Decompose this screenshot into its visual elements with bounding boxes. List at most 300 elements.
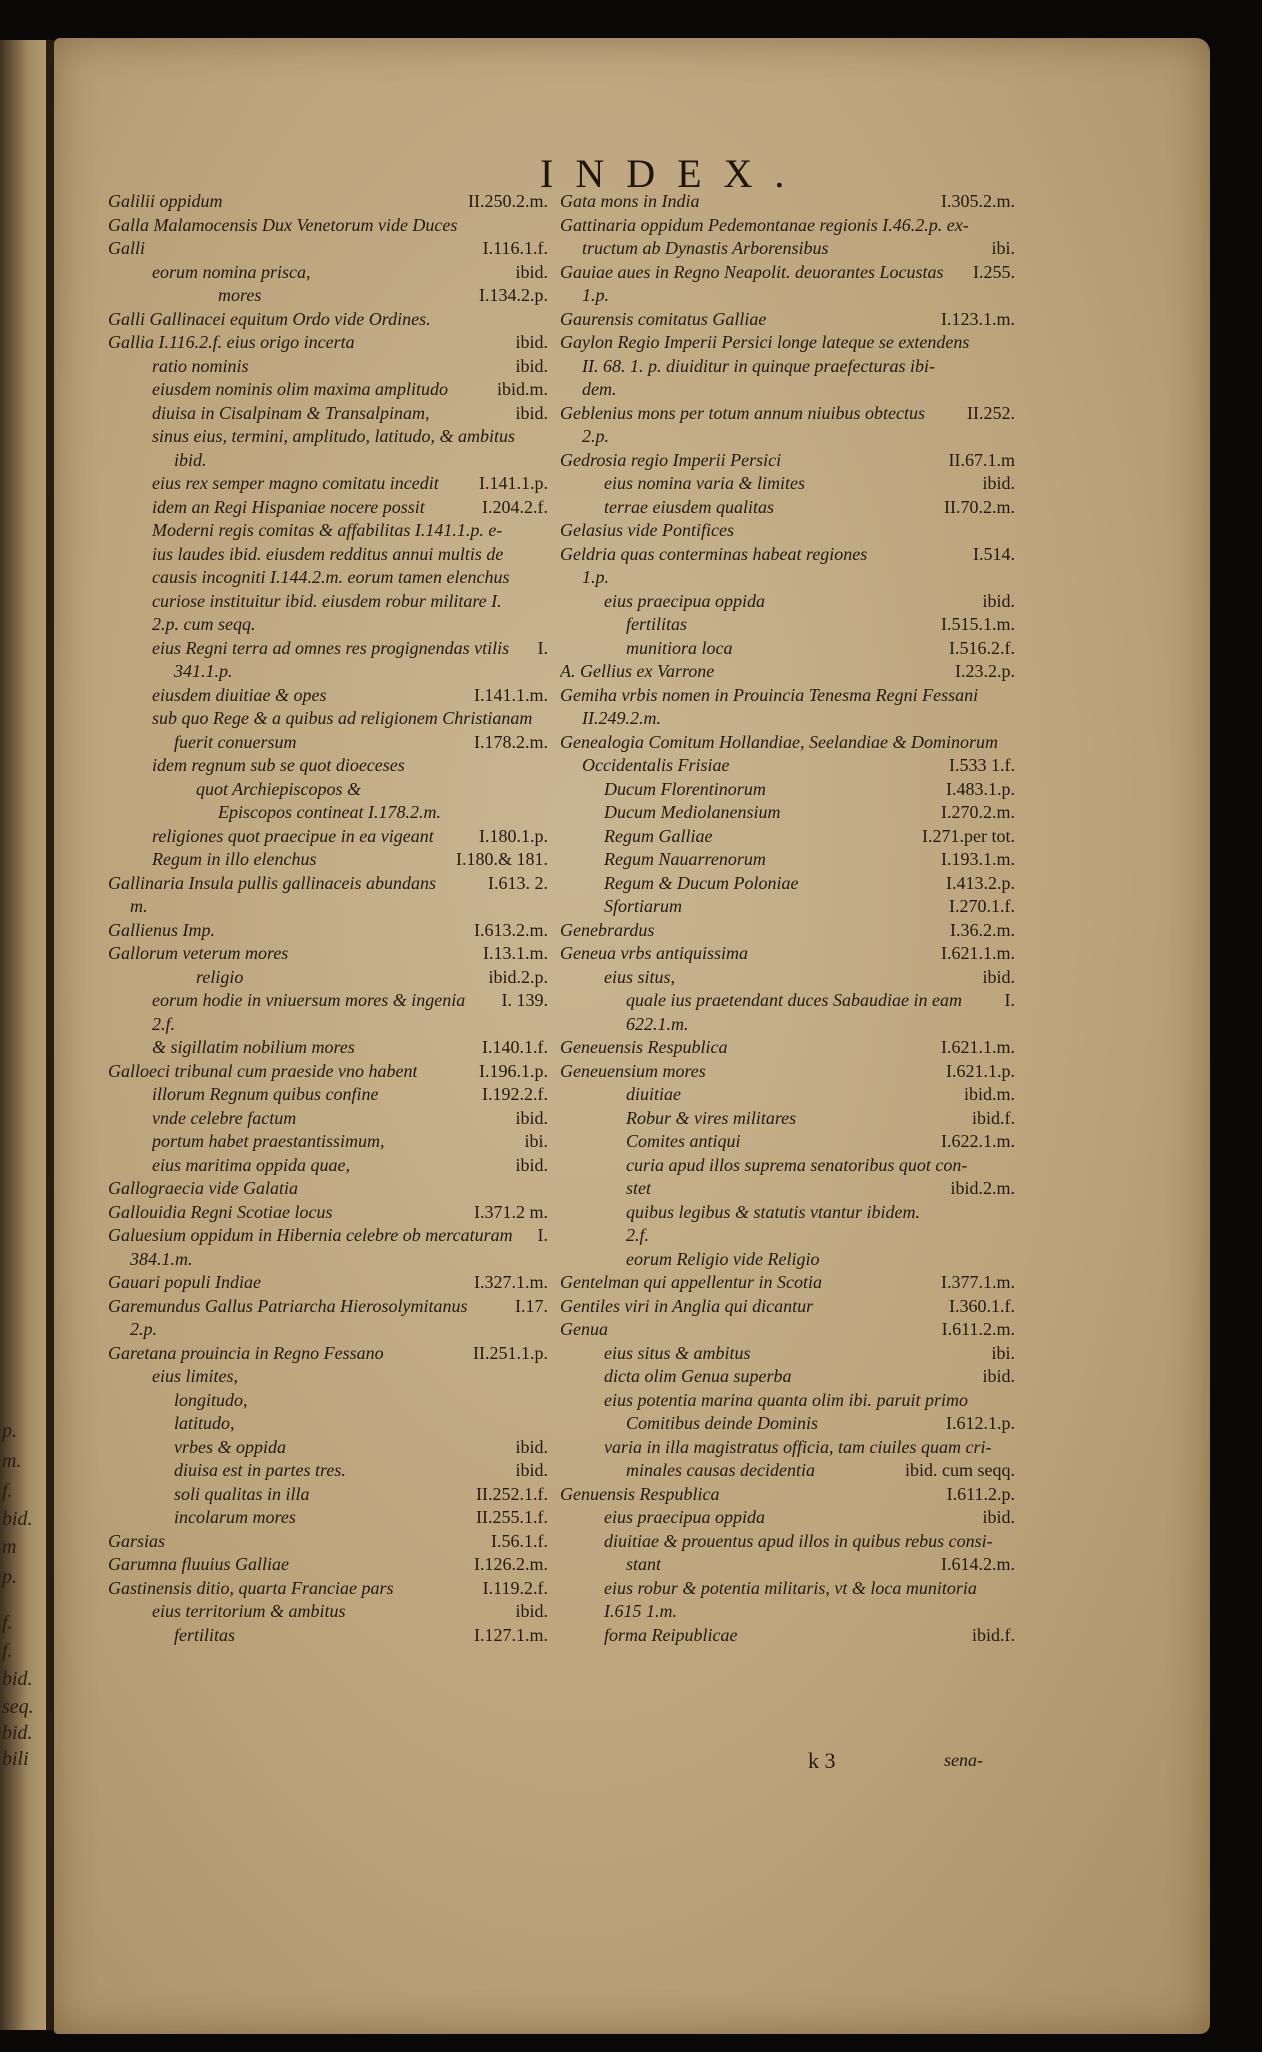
entry-term: varia in illa magistratus officia, tam ciuiles quam cri- [604, 1436, 992, 1457]
index-entry [560, 825, 1015, 849]
entry-term: eorum Religio vide Religio [626, 1248, 820, 1269]
entry-term: Regum & Ducum Poloniae [604, 872, 799, 893]
index-entry [108, 543, 548, 567]
index-entry [108, 1412, 548, 1436]
entry-term: eorum hodie in vniuersum mores & ingenia [152, 990, 466, 1010]
entry-term: Gauari populi Indiae [108, 1272, 261, 1292]
index-entry [108, 1459, 548, 1483]
index-entry [560, 1506, 1015, 1530]
entry-term: sinus eius, termini, amplitudo, latitudo, & ambitus [152, 426, 516, 446]
entry-term: Galla Malamocensis Dux Venetorum vide Duces [108, 214, 458, 235]
index-entry [560, 754, 1015, 778]
entry-term: dem. [582, 379, 617, 399]
index-entry [108, 1342, 548, 1366]
entry-term: 2.f. [152, 1013, 176, 1034]
entry-reference: I.196.1.p. [479, 1060, 548, 1081]
entry-term: 2.p. [582, 426, 609, 446]
entry-reference: ibi. [991, 238, 1015, 258]
entry-term: Gedrosia regio Imperii Persici [560, 449, 782, 470]
entry-reference: I.17. [515, 1295, 548, 1316]
entry-term: Gastinensis ditio, quarta Franciae pars [108, 1577, 394, 1598]
entry-term: quibus legibus & statutis vtantur ibidem. [626, 1201, 921, 1222]
entry-term: eius Regni terra ad omnes res progignendas vtilis [152, 637, 510, 658]
entry-term: eius nomina varia & limites [604, 473, 805, 493]
entry-reference: I. [1004, 990, 1015, 1010]
entry-reference: II.67.1.m [948, 449, 1015, 470]
index-entry [108, 684, 548, 708]
entry-term: Episcopos contineat I.178.2.m. [218, 802, 441, 822]
entry-reference: I.621.1.m. [941, 1037, 1015, 1057]
entry-term: 384.1.m. [130, 1248, 193, 1269]
index-entry [560, 1013, 1015, 1037]
index-entry [560, 284, 1015, 308]
entry-term: Sfortiarum [604, 896, 683, 916]
index-entry [560, 1624, 1015, 1648]
entry-reference: I.123.1.m. [941, 308, 1015, 329]
index-entry [560, 801, 1015, 825]
entry-term: A. Gellius ex Varrone [560, 661, 715, 681]
entry-term: Genua [560, 1319, 608, 1339]
index-entry [560, 1154, 1015, 1178]
index-entry [560, 1107, 1015, 1131]
entry-term: Moderni regis comitas & affabilitas I.141.1.p. e- [152, 520, 503, 540]
entry-term: Occidentalis Frisiae [582, 755, 730, 775]
index-entry [560, 1248, 1015, 1272]
entry-reference: ibi. [524, 1131, 548, 1151]
entry-term: religiones quot praecipue in ea vigeant [152, 825, 434, 846]
entry-reference: I.612.1.p. [946, 1413, 1015, 1433]
index-entry [560, 1436, 1015, 1460]
index-entry [560, 613, 1015, 637]
entry-term: eius rex semper magno comitatu incedit [152, 473, 439, 493]
entry-reference: I.36.2.m. [950, 919, 1015, 940]
entry-term: eius praecipua oppida [604, 590, 765, 611]
index-entry [108, 1177, 548, 1201]
index-entry [108, 754, 548, 778]
entry-reference: I.180.& 181. [456, 849, 548, 869]
entry-term: Gallograecia vide Galatia [108, 1178, 298, 1198]
entry-reference: I.270.1.f. [949, 896, 1015, 916]
index-entry [560, 895, 1015, 919]
entry-term: fertilitas [174, 1624, 236, 1645]
entry-term: Robur & vires militares [626, 1107, 797, 1128]
index-entry [108, 1130, 548, 1154]
entry-reference: I.255. [973, 261, 1015, 282]
entry-reference: I.126.2.m. [474, 1554, 548, 1574]
index-entry [560, 519, 1015, 543]
index-entry [108, 449, 548, 473]
index-entry [108, 402, 548, 426]
entry-reference: ibid.f. [972, 1624, 1015, 1645]
index-entry [108, 1107, 548, 1131]
index-entry [560, 237, 1015, 261]
index-entry [560, 1271, 1015, 1295]
entry-reference: I.611.2.p. [946, 1483, 1015, 1504]
entry-reference: ibid. [515, 1107, 548, 1128]
index-entry [560, 1553, 1015, 1577]
entry-term: Gelasius vide Pontifices [560, 520, 734, 540]
index-entry [108, 378, 548, 402]
index-entry [560, 1365, 1015, 1389]
entry-reference: ibid. [515, 1436, 548, 1457]
entry-reference: I.611.2.m. [941, 1319, 1015, 1339]
index-entry [108, 1154, 548, 1178]
index-entry [108, 1248, 548, 1272]
entry-term: Genebrardus [560, 919, 655, 940]
entry-term: dicta olim Genua superba [604, 1366, 792, 1386]
entry-term: Geldria quas conterminas habeat regiones [560, 543, 868, 564]
index-entry [108, 331, 548, 355]
index-entry [560, 1036, 1015, 1060]
entry-reference: ibid.m. [963, 1084, 1015, 1104]
index-entry [108, 1553, 548, 1577]
entry-term: Galuesium oppidum in Hibernia celebre ob mercaturam [108, 1225, 513, 1245]
index-entry [108, 1036, 548, 1060]
index-entry [560, 989, 1015, 1013]
index-entry [560, 872, 1015, 896]
entry-term: & sigillatim nobilium mores [152, 1037, 355, 1057]
entry-term: vnde celebre factum [152, 1107, 297, 1128]
entry-term: eius situs, [604, 966, 676, 987]
entry-term: Gaurensis comitatus Galliae [560, 308, 767, 329]
entry-reference: I.140.1.f. [482, 1037, 548, 1057]
entry-term: diuisa in Cisalpinam & Transalpinam, [152, 402, 430, 423]
margin-fragment: f. [2, 1612, 13, 1634]
index-entry [560, 1295, 1015, 1319]
index-entry [108, 1271, 548, 1295]
entry-reference: ibid.2.m. [950, 1178, 1015, 1198]
entry-term: diuitiae [626, 1084, 681, 1104]
index-entry [108, 1365, 548, 1389]
entry-reference: ibi. [991, 1342, 1015, 1363]
index-entry [108, 637, 548, 661]
entry-term: portum habet praestantissimum, [152, 1131, 385, 1151]
entry-reference: ibid. [515, 1601, 548, 1621]
index-entry [560, 919, 1015, 943]
entry-term: religio [196, 966, 244, 987]
index-entry [560, 707, 1015, 731]
index-entry [108, 308, 548, 332]
index-entry [560, 472, 1015, 496]
entry-term: Galloeci tribunal cum praeside vno habent [108, 1060, 418, 1081]
index-entry [108, 1295, 548, 1319]
entry-reference: I.134.2.p. [479, 285, 548, 305]
index-entry [560, 214, 1015, 238]
entry-term: eiusdem nominis olim maxima amplitudo [152, 379, 448, 399]
entry-reference: I.180.1.p. [479, 825, 548, 846]
entry-term: 622.1.m. [626, 1013, 689, 1034]
entry-reference: I.515.1.m. [941, 614, 1015, 634]
entry-reference: I.516.2.f. [949, 637, 1015, 658]
entry-term: 2.p. cum seqq. [152, 614, 256, 634]
entry-reference: ibid. [515, 1154, 548, 1175]
entry-term: Garemundus Gallus Patriarcha Hierosolymitanus [108, 1295, 468, 1316]
entry-term: ius laudes ibid. eiusdem redditus annui multis de [152, 543, 504, 564]
index-entry [560, 190, 1015, 214]
index-entry [108, 190, 548, 214]
index-entry [560, 848, 1015, 872]
index-entry [108, 284, 548, 308]
entry-reference: I.119.2.f. [482, 1577, 548, 1598]
entry-term: 341.1.p. [174, 661, 233, 681]
entry-term: Garumna fluuius Galliae [108, 1554, 290, 1574]
entry-term: II.249.2.m. [582, 708, 661, 728]
index-entry [560, 684, 1015, 708]
index-entry [560, 966, 1015, 990]
index-entry [108, 731, 548, 755]
index-entry [108, 825, 548, 849]
index-entry [560, 1224, 1015, 1248]
entry-reference: II.252. [967, 402, 1015, 423]
index-entry [560, 1483, 1015, 1507]
index-entry [560, 1318, 1015, 1342]
index-entry [108, 1530, 548, 1554]
entry-term: Galli Gallinacei equitum Ordo vide Ordines. [108, 308, 431, 329]
entry-term: eius potentia marina quanta olim ibi. paruit primo [604, 1389, 969, 1410]
entry-term: Garetana prouincia in Regno Fessano [108, 1342, 384, 1363]
entry-reference: ibid. [515, 261, 548, 282]
index-entry [108, 942, 548, 966]
entry-term: mores [218, 285, 262, 305]
index-entry [108, 613, 548, 637]
entry-term: Gentelman qui appellentur in Scotia [560, 1272, 822, 1292]
entry-term: Gata mons in India [560, 191, 700, 211]
index-entry [108, 895, 548, 919]
entry-reference: ibid.m. [496, 379, 548, 399]
index-entry [560, 261, 1015, 285]
entry-term: m. [130, 896, 148, 916]
entry-reference: I.271.per tot. [922, 825, 1015, 846]
entry-term: Genealogia Comitum Hollandiae, Seelandiae & Dominorum [560, 731, 998, 752]
entry-reference: II.252.1.f. [476, 1483, 548, 1504]
index-entry [108, 848, 548, 872]
entry-term: forma Reipublicae [604, 1624, 738, 1645]
index-entry [560, 449, 1015, 473]
index-entry [108, 801, 548, 825]
entry-term: eius praecipua oppida [604, 1507, 765, 1527]
index-entry [108, 214, 548, 238]
entry-term: eius situs & ambitus [604, 1342, 751, 1363]
entry-term: Gallinaria Insula pullis gallinaceis abundans [108, 872, 437, 893]
entry-term: Ducum Florentinorum [604, 778, 766, 799]
entry-reference: I. [537, 637, 548, 658]
entry-reference: I.613. 2. [488, 872, 548, 893]
margin-fragment: p. [2, 1420, 17, 1442]
entry-reference: I. 139. [501, 990, 548, 1010]
index-entry [560, 543, 1015, 567]
index-entry [108, 1577, 548, 1601]
entry-term: terrae eiusdem qualitas [604, 496, 774, 517]
entry-reference: I.327.1.m. [474, 1272, 548, 1292]
entry-reference: I.116.1.f. [482, 238, 548, 258]
index-entry [108, 1600, 548, 1624]
index-entry [560, 660, 1015, 684]
entry-term: Regum Galliae [604, 825, 713, 846]
entry-term: munitiora loca [626, 637, 733, 658]
entry-term: Regum in illo elenchus [152, 849, 317, 869]
entry-reference: I.613.2.m. [474, 919, 548, 940]
entry-term: incolarum mores [174, 1507, 296, 1527]
entry-reference: ibid. [982, 1366, 1015, 1386]
entry-reference: I.270.2.m. [941, 802, 1015, 822]
index-entry [108, 590, 548, 614]
index-entry [108, 237, 548, 261]
entry-term: diuisa est in partes tres. [174, 1460, 346, 1480]
entry-term: Geblenius mons per totum annum niuibus obtectus [560, 402, 925, 423]
index-entry [108, 1506, 548, 1530]
index-entry [108, 778, 548, 802]
index-entry [560, 1342, 1015, 1366]
entry-term: tructum ab Dynastis Arborensibus [582, 238, 829, 258]
entry-term: causis incogniti I.144.2.m. eorum tamen elenchus [152, 567, 510, 587]
index-entry [108, 989, 548, 1013]
margin-fragment: f. [2, 1480, 13, 1502]
entry-term: Geneuensium mores [560, 1060, 706, 1081]
entry-term: Gemiha vrbis nomen in Prouincia Tenesma Regni Fessani [560, 684, 979, 705]
entry-reference: II.70.2.m. [944, 496, 1015, 517]
index-entry [560, 1177, 1015, 1201]
index-entry [108, 1483, 548, 1507]
index-entry [108, 519, 548, 543]
entry-term: illorum Regnum quibus confine [152, 1084, 379, 1104]
entry-reference: I.192.2.f. [482, 1084, 548, 1104]
entry-term: eius limites, [152, 1366, 238, 1386]
entry-reference: ibid. [515, 355, 548, 376]
index-entry [560, 778, 1015, 802]
entry-reference: ibid. [982, 1507, 1015, 1527]
entry-term: Gattinaria oppidum Pedemontanae regionis I.46.2.p. ex- [560, 214, 969, 235]
entry-term: eius robur & potentia militaris, vt & loca munitoria [604, 1577, 977, 1598]
catchword: sena- [944, 1750, 983, 1770]
margin-fragment: bid. [2, 1508, 33, 1530]
entry-term: Gallouidia Regni Scotiae locus [108, 1201, 333, 1222]
entry-term: II. 68. 1. p. diuiditur in quinque praefecturas ibi- [582, 355, 935, 376]
index-entry [560, 331, 1015, 355]
entry-term: quot Archiepiscopos & [196, 778, 361, 799]
index-entry [108, 1318, 548, 1342]
entry-term: Comitibus deinde Dominis [626, 1413, 818, 1433]
entry-reference: I.127.1.m. [474, 1624, 548, 1645]
entry-term: fuerit conuersum [174, 731, 297, 752]
entry-term: Regum Nauarrenorum [604, 849, 766, 869]
index-entry [108, 1013, 548, 1037]
index-entry [560, 378, 1015, 402]
entry-reference: I.371.2 m. [474, 1201, 548, 1222]
index-entry [108, 872, 548, 896]
entry-term: eius territorium & ambitus [152, 1601, 346, 1621]
margin-fragment: seq. [2, 1696, 34, 1718]
margin-fragment: m [2, 1536, 17, 1558]
index-entry [560, 566, 1015, 590]
index-entry [108, 707, 548, 731]
index-entry [560, 942, 1015, 966]
index-entry [560, 731, 1015, 755]
entry-term: curia apud illos suprema senatoribus quot con- [626, 1154, 968, 1175]
index-entry [560, 1459, 1015, 1483]
entry-term: Gauiae aues in Regno Neapolit. deuorantes Locustas [560, 261, 944, 282]
entry-term: latitudo, [174, 1413, 235, 1433]
entry-reference: ibid.f. [972, 1107, 1015, 1128]
entry-term: 1.p. [582, 567, 609, 587]
entry-term: minales causas decidentia [626, 1460, 815, 1480]
entry-reference: I.621.1.p. [946, 1060, 1015, 1081]
entry-term: Galilii oppidum [108, 191, 223, 211]
index-entry [560, 1389, 1015, 1413]
entry-reference: I.141.1.m. [474, 684, 548, 705]
entry-term: fertilitas [626, 614, 688, 634]
index-entry [560, 496, 1015, 520]
index-entry [560, 1530, 1015, 1554]
entry-term: Gaylon Regio Imperii Persici longe lateque se extendens [560, 332, 970, 352]
entry-reference: ibid. cum seqq. [905, 1460, 1015, 1480]
entry-term: Genuensis Respublica [560, 1483, 720, 1504]
entry-term: curiose instituitur ibid. eiusdem robur militare I. [152, 590, 502, 611]
index-entry [108, 472, 548, 496]
margin-fragment: bid. [2, 1668, 33, 1690]
entry-reference: ibid. [982, 966, 1015, 987]
entry-reference: I.13.1.m. [483, 943, 548, 963]
entry-term: 2.p. [130, 1319, 157, 1339]
entry-term: ibid. [174, 449, 207, 470]
index-entry [108, 966, 548, 990]
entry-term: eiusdem diuitiae & opes [152, 684, 327, 705]
entry-reference: I.56.1.f. [491, 1530, 548, 1551]
entry-term: I.615 1.m. [604, 1601, 677, 1621]
index-entry [108, 1083, 548, 1107]
entry-term: 2.f. [626, 1225, 650, 1245]
index-entry [108, 261, 548, 285]
entry-term: eorum nomina prisca, [152, 261, 311, 282]
entry-term: stet [626, 1178, 651, 1198]
index-entry [108, 1201, 548, 1225]
entry-reference: I.483.1.p. [946, 778, 1015, 799]
entry-term: Gallienus Imp. [108, 919, 215, 940]
margin-fragment: bid. [2, 1722, 33, 1744]
index-entry [560, 355, 1015, 379]
index-entry [560, 425, 1015, 449]
index-entry [108, 1224, 548, 1248]
entry-term: idem regnum sub se quot dioeceses [152, 755, 405, 775]
index-entry [560, 637, 1015, 661]
index-entry [108, 425, 548, 449]
index-entry [108, 1389, 548, 1413]
entry-reference: ibid.2.p. [488, 966, 548, 987]
entry-term: ratio nominis [152, 355, 249, 376]
entry-term: Gallia I.116.2.f. eius origo incerta [108, 332, 355, 352]
index-entry [108, 496, 548, 520]
entry-reference: I.621.1.m. [941, 943, 1015, 963]
margin-fragment: bili [2, 1748, 29, 1770]
entry-reference: I.305.2.m. [941, 191, 1015, 211]
index-entry [108, 919, 548, 943]
entry-reference: I.204.2.f. [482, 496, 548, 517]
index-entry [108, 1060, 548, 1084]
entry-term: sub quo Rege & a quibus ad religionem Christianam [152, 708, 533, 728]
index-entry [560, 1130, 1015, 1154]
entry-reference: I.514. [973, 543, 1015, 564]
entry-term: vrbes & oppida [174, 1436, 286, 1457]
entry-reference: I.614.2.m. [941, 1554, 1015, 1574]
margin-fragment: m. [2, 1450, 22, 1472]
entry-term: Gallorum veterum mores [108, 943, 289, 963]
entry-term: quale ius praetendant duces Sabaudiae in eam [626, 990, 962, 1010]
entry-reference: I.533 1.f. [949, 755, 1015, 775]
margin-fragment: f. [2, 1640, 13, 1662]
index-entry [108, 660, 548, 684]
index-column-left [108, 190, 548, 1647]
entry-reference: ibid. [515, 1460, 548, 1480]
page-title: INDEX. [540, 151, 807, 196]
